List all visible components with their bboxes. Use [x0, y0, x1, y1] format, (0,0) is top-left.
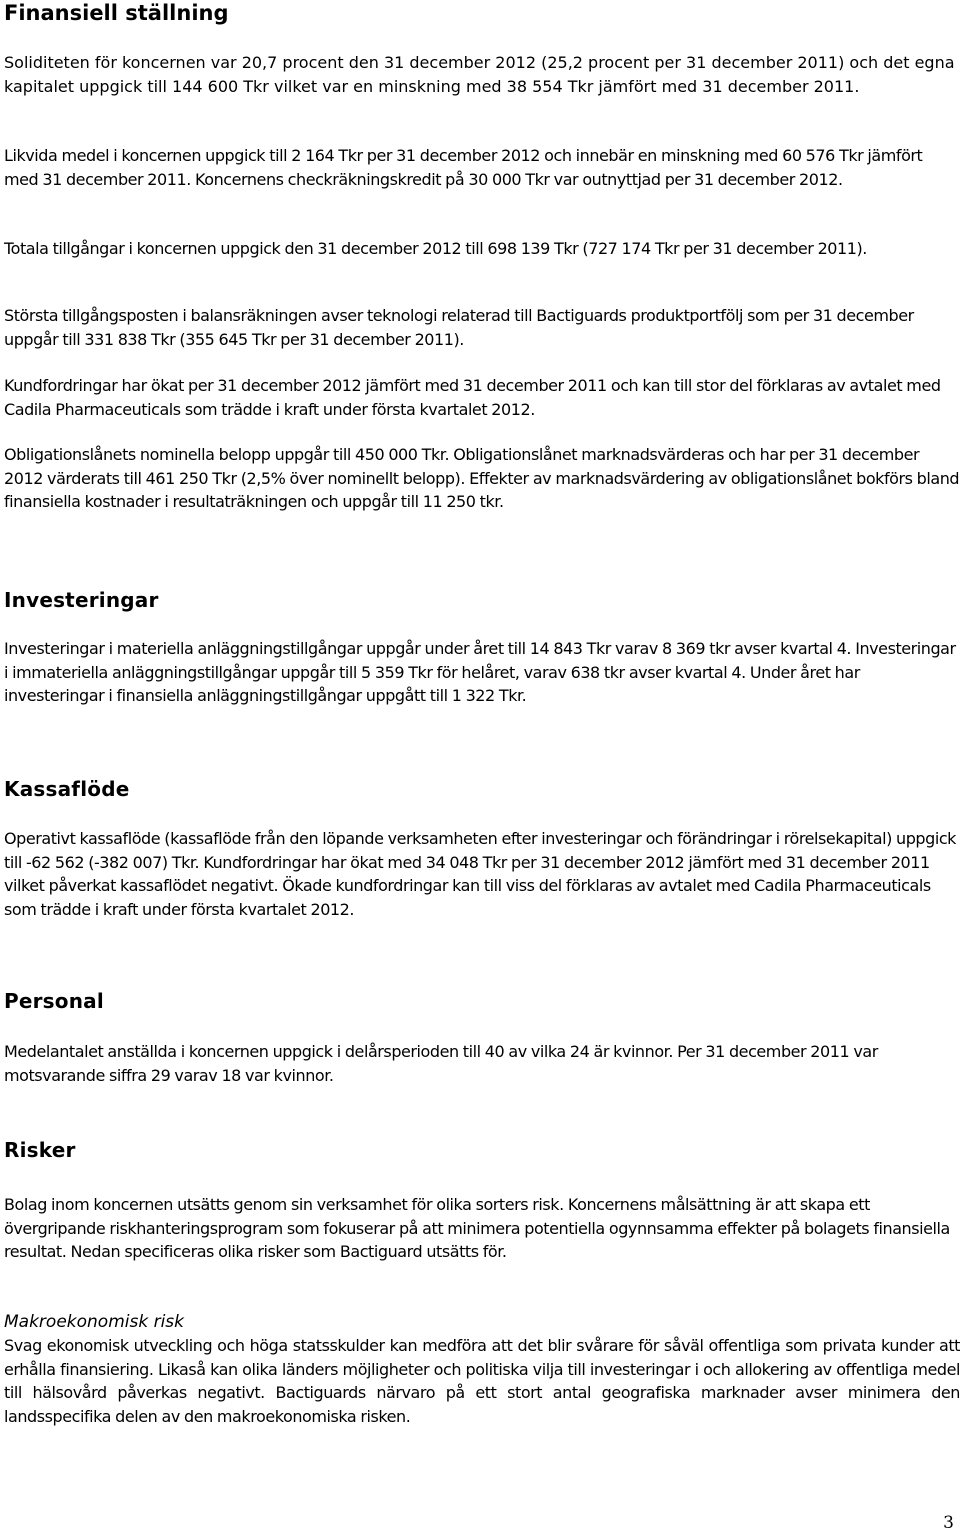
heading-investeringar: Investeringar	[4, 588, 159, 612]
paragraph-storsta-tillgangsposten: Största tillgångsposten i balansräkningen avser teknologi relaterad till Bactiguards produktportfölj som per 31 december uppgår till 331 838 Tkr (355 645 Tkr per 31 december 2011).	[4, 306, 914, 349]
heading-personal: Personal	[4, 989, 104, 1013]
heading-risker: Risker	[4, 1138, 76, 1162]
paragraph-kassaflode: Operativt kassaflöde (kassaflöde från den löpande verksamheten efter investeringar och förändringar i rörelsekapital) uppgick till -62 562 (-382 007) Tkr. Kundfordringar har ökat med 34 048 Tkr per 31 december 2012 jämfört med 31 december 2011 vilket påverkat kassaflödet negativt. Ökade kundfordringar kan till viss del förklaras av avtalet med Cadila Pharmaceuticals som trädde i kraft under första kvartalet 2012.	[4, 829, 956, 919]
paragraph-makroekonomisk-risk: Svag ekonomisk utveckling och höga statsskulder kan medföra att det blir svårare för såväl offentliga som privata kunder att erhålla finansiering. Likaså kan olika länders möjligheter och politiska vilja till investeringar i och allokering av offentliga medel till hälsovård påverkas negativt. Bactiguards närvaro på ett stort antal geografiska marknader avser minimera den landsspecifika delen av den makroekonomiska risken.	[4, 1336, 960, 1426]
paragraph-obligationslan: Obligationslånets nominella belopp uppgår till 450 000 Tkr. Obligationslånet marknadsvärderas och har per 31 december 2012 värderats till 461 250 Tkr (2,5% över nominellt belopp). Effekter av marknadsvärdering av obligationslånet bokförs bland finansiella kostnader i resultaträkningen och uppgår till 11 250 tkr.	[4, 445, 960, 511]
subheading-makroekonomisk-risk: Makroekonomisk risk	[4, 1312, 185, 1332]
paragraph-likvida-medel: Likvida medel i koncernen uppgick till 2 164 Tkr per 31 december 2012 och innebär en minskning med 60 576 Tkr jämfört med 31 december 2011. Koncernens checkräkningskredit på 30 000 Tkr var outnyttjad per 31 december 2012.	[4, 146, 923, 189]
page-number: 3	[943, 1513, 954, 1533]
paragraph-risker: Bolag inom koncernen utsätts genom sin verksamhet för olika sorters risk. Koncernens målsättning är att skapa ett övergripande riskhanteringsprogram som fokuserar på att minimera potentiella ogynnsamma effekter på bolagets finansiella resultat. Nedan specificeras olika risker som Bactiguard utsätts för.	[4, 1195, 950, 1261]
paragraph-investeringar: Investeringar i materiella anläggningstillgångar uppgår under året till 14 843 Tkr varav 8 369 tkr avser kvartal 4. Investeringar i immateriella anläggningstillgångar uppgår till 5 359 Tkr för helåret, varav 638 tkr avser kvartal 4. Under året har investeringar i finansiella anläggningstillgångar uppgått till 1 322 Tkr.	[4, 639, 956, 705]
paragraph-totala-tillgangar: Totala tillgångar i koncernen uppgick den 31 december 2012 till 698 139 Tkr (727 174 Tkr per 31 december 2011).	[4, 239, 867, 258]
paragraph-soliditet: Soliditeten för koncernen var 20,7 procent den 31 december 2012 (25,2 procent per 31 december 2011) och det egna kapitalet uppgick till 144 600 Tkr vilket var en minskning med 38 554 Tkr jämfört med 31 december 2011.	[4, 53, 955, 96]
paragraph-personal: Medelantalet anställda i koncernen uppgick i delårsperioden till 40 av vilka 24 är kvinnor. Per 31 december 2011 var motsvarande siffra 29 varav 18 var kvinnor.	[4, 1042, 878, 1085]
heading-kassaflode: Kassaflöde	[4, 777, 130, 801]
page-title: Finansiell ställning	[4, 1, 229, 25]
paragraph-kundfordringar: Kundfordringar har ökat per 31 december 2012 jämfört med 31 december 2011 och kan till stor del förklaras av avtalet med Cadila Pharmaceuticals som trädde i kraft under första kvartalet 2012.	[4, 376, 941, 419]
